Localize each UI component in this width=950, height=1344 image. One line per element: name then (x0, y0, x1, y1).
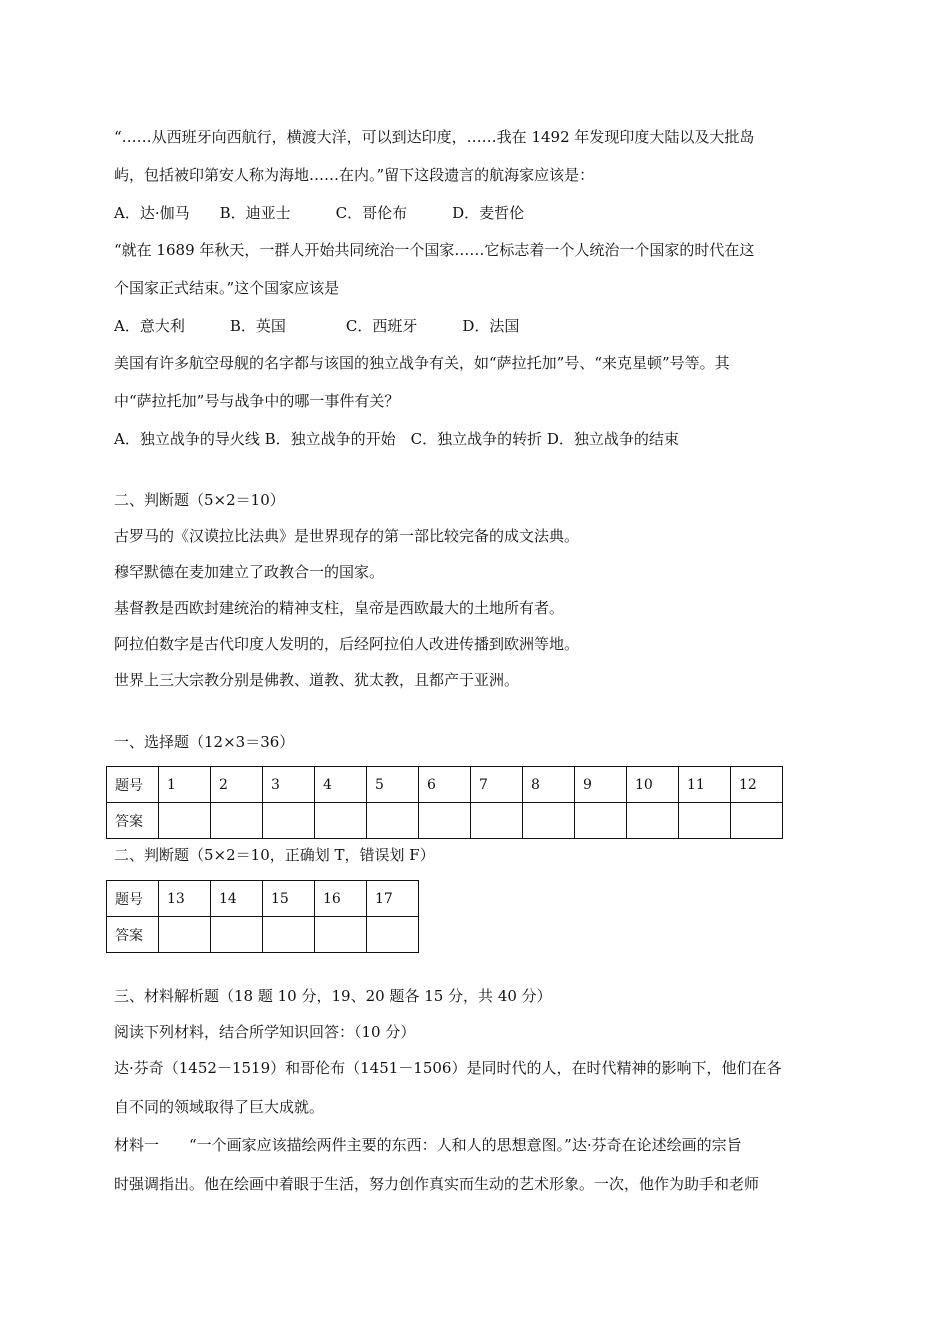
answer-cell[interactable] (315, 803, 367, 839)
question-number-cell: 11 (679, 767, 731, 803)
table-header-cell: 题号 (107, 881, 159, 917)
question-18-intro: 阅读下列材料，结合所学知识回答：（10 分） (114, 1023, 416, 1041)
table-header-cell: 题号 (107, 767, 159, 803)
answer-table-choice (106, 766, 783, 839)
question-11-options: A．意大利 B．英国 C．西班牙 D．法国 (114, 317, 520, 335)
table-header-cell: 答案 (107, 917, 159, 953)
answer-cell[interactable] (419, 803, 471, 839)
question-number-cell: 1 (159, 767, 211, 803)
answer-cell[interactable] (471, 803, 523, 839)
judgment-item-14: 穆罕默德在麦加建立了政教合一的国家。 (114, 563, 385, 581)
section-3-title: 三、材料解析题（18 题 10 分，19、20 题各 15 分，共 40 分） (114, 987, 552, 1005)
answer-cell[interactable] (315, 917, 367, 953)
answer-cell[interactable] (575, 803, 627, 839)
question-number-cell: 13 (159, 881, 211, 917)
answer-table-judgment (106, 880, 419, 953)
question-11-line-2: 个国家正式结束。”这个国家应该是 (114, 279, 340, 297)
question-number-cell: 2 (211, 767, 263, 803)
question-number-cell: 6 (419, 767, 471, 803)
answer-cell[interactable] (627, 803, 679, 839)
question-number-cell: 17 (367, 881, 419, 917)
question-10-line-2: 屿，包括被印第安人称为海地……在内。”留下这段遗言的航海家应该是： (114, 166, 595, 184)
question-10-options: A．达·伽马 B．迪亚士 C．哥伦布 D．麦哲伦 (114, 204, 525, 222)
answer-cell[interactable] (731, 803, 783, 839)
question-number-cell: 15 (263, 881, 315, 917)
answer-cell[interactable] (263, 917, 315, 953)
answer-cell[interactable] (523, 803, 575, 839)
judgment-item-13: 古罗马的《汉谟拉比法典》是世界现存的第一部比较完备的成文法典。 (114, 527, 580, 545)
judgment-item-17: 世界上三大宗教分别是佛教、道教、犹太教，且都产于亚洲。 (114, 671, 520, 689)
table-row (107, 881, 419, 917)
question-number-cell: 8 (523, 767, 575, 803)
question-number-cell: 12 (731, 767, 783, 803)
question-number-cell: 10 (627, 767, 679, 803)
question-10-line-1: “……从西班牙向西航行，横渡大洋，可以到达印度，……我在 1492 年发现印度大陆以及大批岛 (114, 128, 755, 146)
question-18-line-2: 自不同的领域取得了巨大成就。 (114, 1098, 325, 1116)
answer-cell[interactable] (367, 917, 419, 953)
answer-cell[interactable] (159, 803, 211, 839)
answer-sheet-choice-title: 一、选择题（12×3＝36） (114, 733, 295, 751)
judgment-item-16: 阿拉伯数字是古代印度人发明的，后经阿拉伯人改进传播到欧洲等地。 (114, 635, 580, 653)
question-number-cell: 5 (367, 767, 419, 803)
material-1-line-2: 时强调指出。他在绘画中着眼于生活，努力创作真实而生动的艺术形象。一次，他作为助手和老师 (114, 1175, 760, 1193)
question-number-cell: 4 (315, 767, 367, 803)
material-1-line-1: 材料一 “一个画家应该描绘两件主要的东西：人和人的思想意图。”达·芬奇在论述绘画的宗旨 (114, 1136, 742, 1154)
answer-cell[interactable] (367, 803, 419, 839)
answer-cell[interactable] (159, 917, 211, 953)
judgment-item-15: 基督教是西欧封建统治的精神支柱，皇帝是西欧最大的土地所有者。 (114, 599, 565, 617)
question-number-cell: 9 (575, 767, 627, 803)
table-header-cell: 答案 (107, 803, 159, 839)
question-12-line-1: 美国有许多航空母舰的名字都与该国的独立战争有关，如“萨拉托加”号、“来克星顿”号等。其 (114, 354, 730, 372)
answer-cell[interactable] (211, 917, 263, 953)
question-number-cell: 16 (315, 881, 367, 917)
question-18-line-1: 达·芬奇（1452－1519）和哥伦布（1451－1506）是同时代的人，在时代精神的影响下，他们在各 (114, 1059, 782, 1077)
question-number-cell: 14 (211, 881, 263, 917)
table-row (107, 767, 783, 803)
answer-cell[interactable] (263, 803, 315, 839)
question-11-line-1: “就在 1689 年秋天，一群人开始共同统治一个国家……它标志着一个人统治一个国家的时代在这 (114, 241, 755, 259)
question-12-line-2: 中“萨拉托加”号与战争中的哪一事件有关？ (114, 392, 400, 410)
question-number-cell: 3 (263, 767, 315, 803)
question-12-options: A．独立战争的导火线 B．独立战争的开始 C．独立战争的转折 D．独立战争的结束 (114, 430, 679, 448)
answer-cell[interactable] (211, 803, 263, 839)
answer-cell[interactable] (679, 803, 731, 839)
section-2-title: 二、判断题（5×2＝10） (114, 491, 285, 509)
table-row (107, 803, 783, 839)
answer-sheet-judgment-title: 二、判断题（5×2＝10，正确划 T，错误划 F） (114, 846, 435, 864)
table-row (107, 917, 419, 953)
question-number-cell: 7 (471, 767, 523, 803)
